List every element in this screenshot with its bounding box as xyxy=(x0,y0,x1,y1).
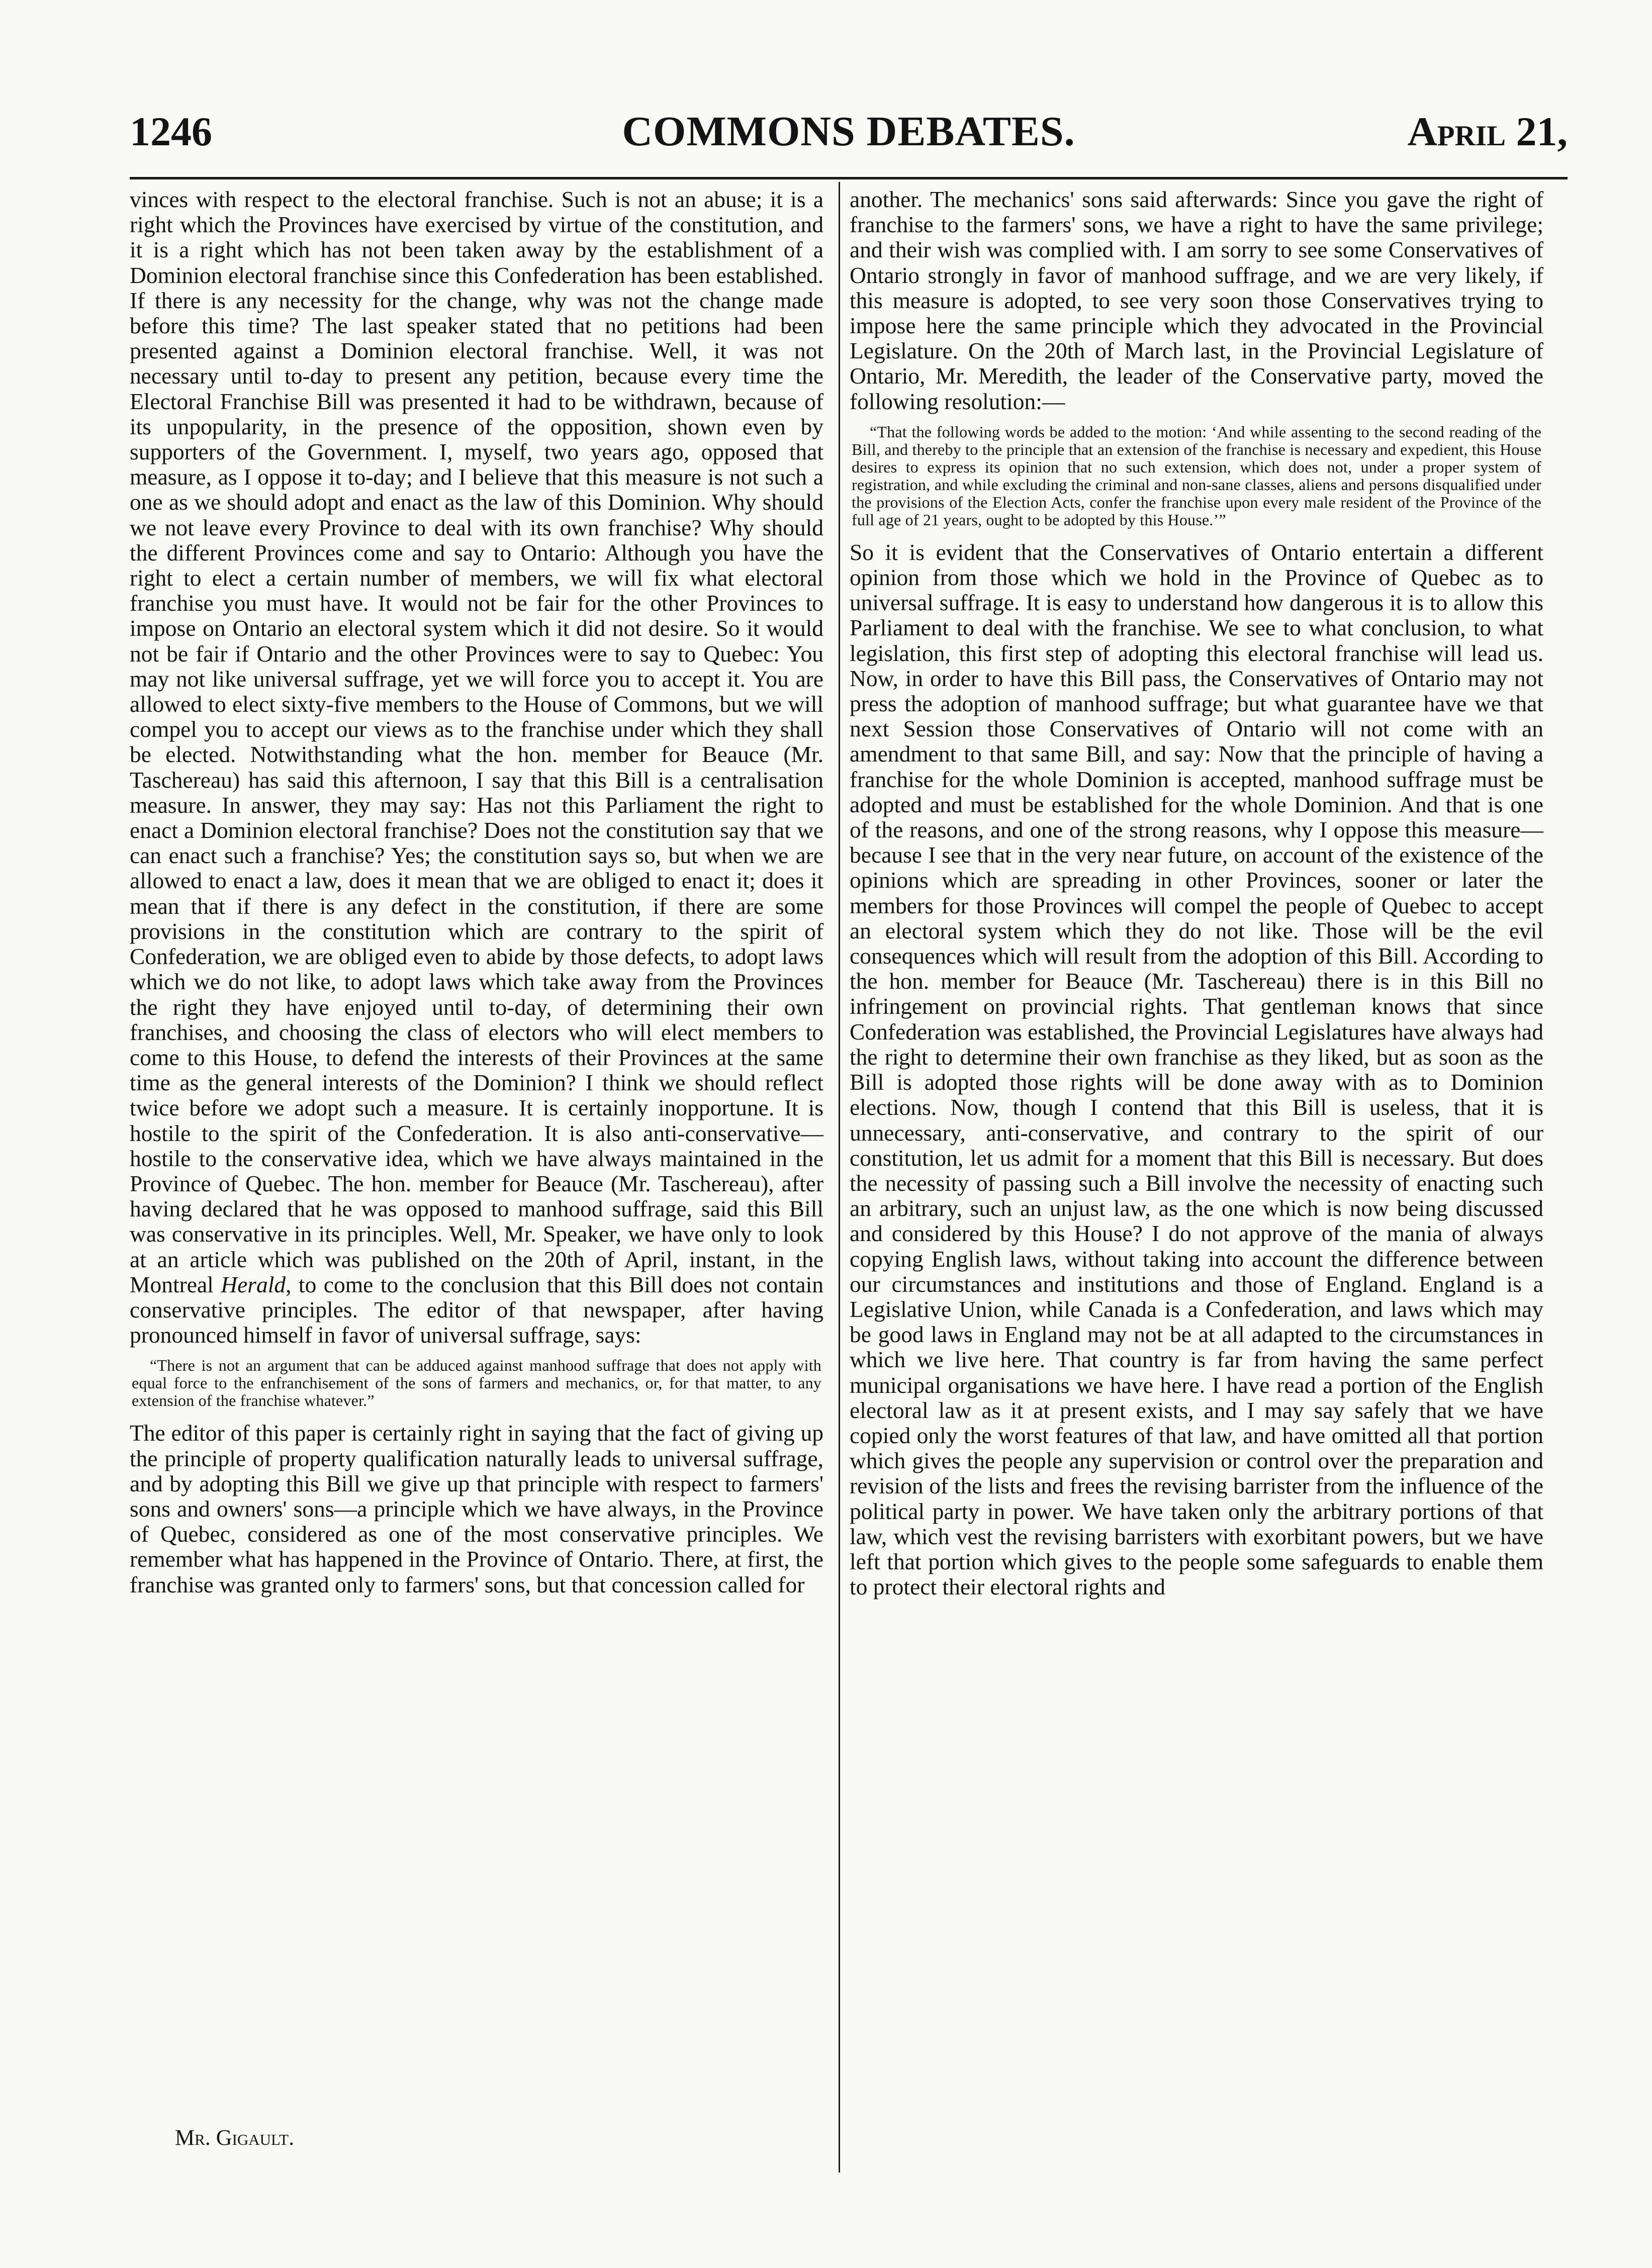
newspaper-title: Herald xyxy=(221,1271,286,1297)
left-paragraph-1-end: , to come to the conclusion that this Bill does not contain conservative principles. The editor of that newspaper, after having pronounced himself in favor of universal suffrage, says: xyxy=(130,1271,823,1348)
right-column xyxy=(850,187,1543,1599)
right-paragraph-2: So it is evident that the Conservatives of Ontario entertain a different opinion from those which we hold in the Province of Quebec as to universal suffrage. It is easy to understand how dangerous it is to allow this Parliament to deal with the franchise. We see to what conclusion, to what legislation, this first step of adopting this electoral franchise will lead us. Now, in order to have this Bill pass, the Conservatives of Ontario may not press the adoption of manhood suffrage; but what guarantee have we that next Session those Conservatives of Ontario will not come with an amendment to that same Bill, and say: Now that the principle of having a franchise for the whole Dominion is accepted, manhood suffrage must be adopted and must be established for the whole Dominion. And that is one of the reasons, and one of the strong reasons, why I oppose this measure—because I see that in the very near future, on account of the existence of the opinions which are spreading in other Provinces, sooner or later the members for those Provinces will compel the people of Quebec to accept an electoral system which they do not like. Those will be the evil consequences which will result from the adoption of this Bill. According to the hon. member for Beauce (Mr. Taschereau) there is in this Bill no infringement on provincial rights. That gentleman knows that since Confederation was established, the Provincial Legislatures have always had the right to determine their own franchise as they liked, but as soon as the Bill is adopted those rights will be done away with as to Dominion elections. Now, though I contend that this Bill is useless, that it is unnecessary, anti-conservative, and contrary to the spirit of our constitution, let us admit for a moment that this Bill is necessary. But does the necessity of passing such a Bill involve the necessity of enacting such an arbitrary, such an unjust law, as the one which is now being discussed and considered by this House? I do not approve of the mania of always copying English laws, without taking into account the difference between our circumstances and institutions and those of England. England is a Legislative Union, while Canada is a Confederation, and laws which may be good laws in England may not be at all adapted to the circumstances in which we live here. That country is far from having the same perfect municipal organisations we have here. I have read a portion of the English electoral law as it at present exists, and I may say safely that we have copied only the worst features of that law, and have omitted all that portion which gives the people any supervision or control over the preparation and revision of the lists and frees the revising barrister from the influence of the political party in power. We have taken only the arbitrary portions of that law, which vest the revising barristers with exorbitant powers, but we have left that portion which gives to the people some safeguards to enable them to protect their electoral rights and xyxy=(850,539,1543,1600)
speaker-name: Mr. Gigault. xyxy=(175,2125,295,2150)
column-divider xyxy=(839,182,840,2172)
header-date: April 21, xyxy=(1407,109,1568,154)
page-number: 1246 xyxy=(130,109,212,154)
herald-quote: “There is not an argument that can be adduced against manhood suffrage that does not apply with equal force to the enfranchisement of the sons of farmers and mechanics, or, for that matter, to any extension of the franchise whatever.” xyxy=(132,1356,821,1410)
header-rule xyxy=(130,177,1568,179)
left-paragraph-1 xyxy=(130,187,823,1348)
page-header xyxy=(130,107,1568,167)
left-column xyxy=(130,187,823,1597)
left-paragraph-2: The editor of this paper is certainly right in saying that the fact of giving up the principle of property qualification naturally leads to universal suffrage, and by adopting this Bill we give up that principle with respect to farmers' sons and owners' sons—a principle which we have always, in the Province of Quebec, considered as one of the most conservative principles. We remember what has happened in the Province of Ontario. There, at first, the franchise was granted only to farmers' sons, but that concession called for xyxy=(130,1420,823,1597)
resolution-quote: “That the following words be added to the motion: ‘And while assenting to the second reading of the Bill, and thereby to the principle that an extension of the franchise is necessary and expedient, this House desires to express its opinion that no such extension, which does not, under a proper system of registration, and while excluding the criminal and non-sane classes, aliens and persons disqualified under the provisions of the Election Acts, confer the franchise upon every male resident of the Province of the full age of 21 years, ought to be adopted by this House.’” xyxy=(852,422,1541,529)
left-paragraph-1-text: vinces with respect to the electoral franchise. Such is not an abuse; it is a right which the Provinces have exercised by virtue of the constitution, and it is a right which has not been taken away by the establishment of a Dominion electoral franchise since this Confederation has been established. If there is any necessity for the change, why was not the change made before this time? The last speaker stated that no petitions had been presented against a Dominion electoral franchise. Well, it was not necessary until to-day to present any petition, because every time the Electoral Franchise Bill was presented it had to be withdrawn, because of its unpopularity, in the presence of the opposition, shown even by supporters of the Government. I, myself, two years ago, opposed that measure, as I oppose it to-day; and I believe that this measure is not such a one as we should adopt and enact as the law of this Dominion. Why should we not leave every Province to deal with its own franchise? Why should the different Provinces come and say to Ontario: Although you have the right to elect a certain number of members, we will fix what electoral franchise you must have. It would not be fair for the other Provinces to impose on Ontario an electoral system which it did not desire. So it would not be fair if Ontario and the other Provinces were to say to Quebec: You may not like universal suffrage, yet we will force you to accept it. You are allowed to elect sixty-five members to the House of Commons, but we will compel you to accept our views as to the franchise under which they shall be elected. Notwithstanding what the hon. member for Beauce (Mr. Taschereau) has said this afternoon, I say that this Bill is a centralisation measure. In answer, they may say: Has not this Parliament the right to enact a Dominion electoral franchise? Does not the constitution say that we can enact such a franchise? Yes; the constitution says so, but when we are allowed to enact a law, does it mean that we are obliged to enact it; does it mean that if there is any defect in the constitution, if there are some provisions in the constitution which are contrary to the spirit of Confederation, we are obliged even to abide by those defects, to adopt laws which we do not like, to adopt laws which take away from the Provinces the right they have enjoyed until to-day, of determining their own franchises, and choosing the class of electors who will elect members to come to this House, to defend the interests of their Provinces at the same time as the general interests of the Dominion? I think we should reflect twice before we adopt such a measure. It is certainly inopportune. It is hostile to the spirit of the Confederation. It is also anti-conservative—hostile to the conservative idea, which we have always maintained in the Province of Quebec. The hon. member for Beauce (Mr. Taschereau), after having declared that he was opposed to manhood suffrage, said this Bill was conservative in its principles. Well, Mr. Speaker, we have only to look at an article which was published on the 20th of April, instant, in the Montreal xyxy=(130,186,823,1297)
right-paragraph-1: another. The mechanics' sons said afterwards: Since you gave the right of franchise to the farmers' sons, we have a right to have the same privilege; and their wish was complied with. I am sorry to see some Conservatives of Ontario strongly in favor of manhood suffrage, and we are very likely, if this measure is adopted, to see very soon those Conservatives trying to impose here the same principle which they advocated in the Provincial Legislature. On the 20th of March last, in the Provincial Legislature of Ontario, Mr. Meredith, the leader of the Conservative party, moved the following resolution:— xyxy=(850,186,1543,414)
running-title: COMMONS DEBATES. xyxy=(622,108,1075,155)
